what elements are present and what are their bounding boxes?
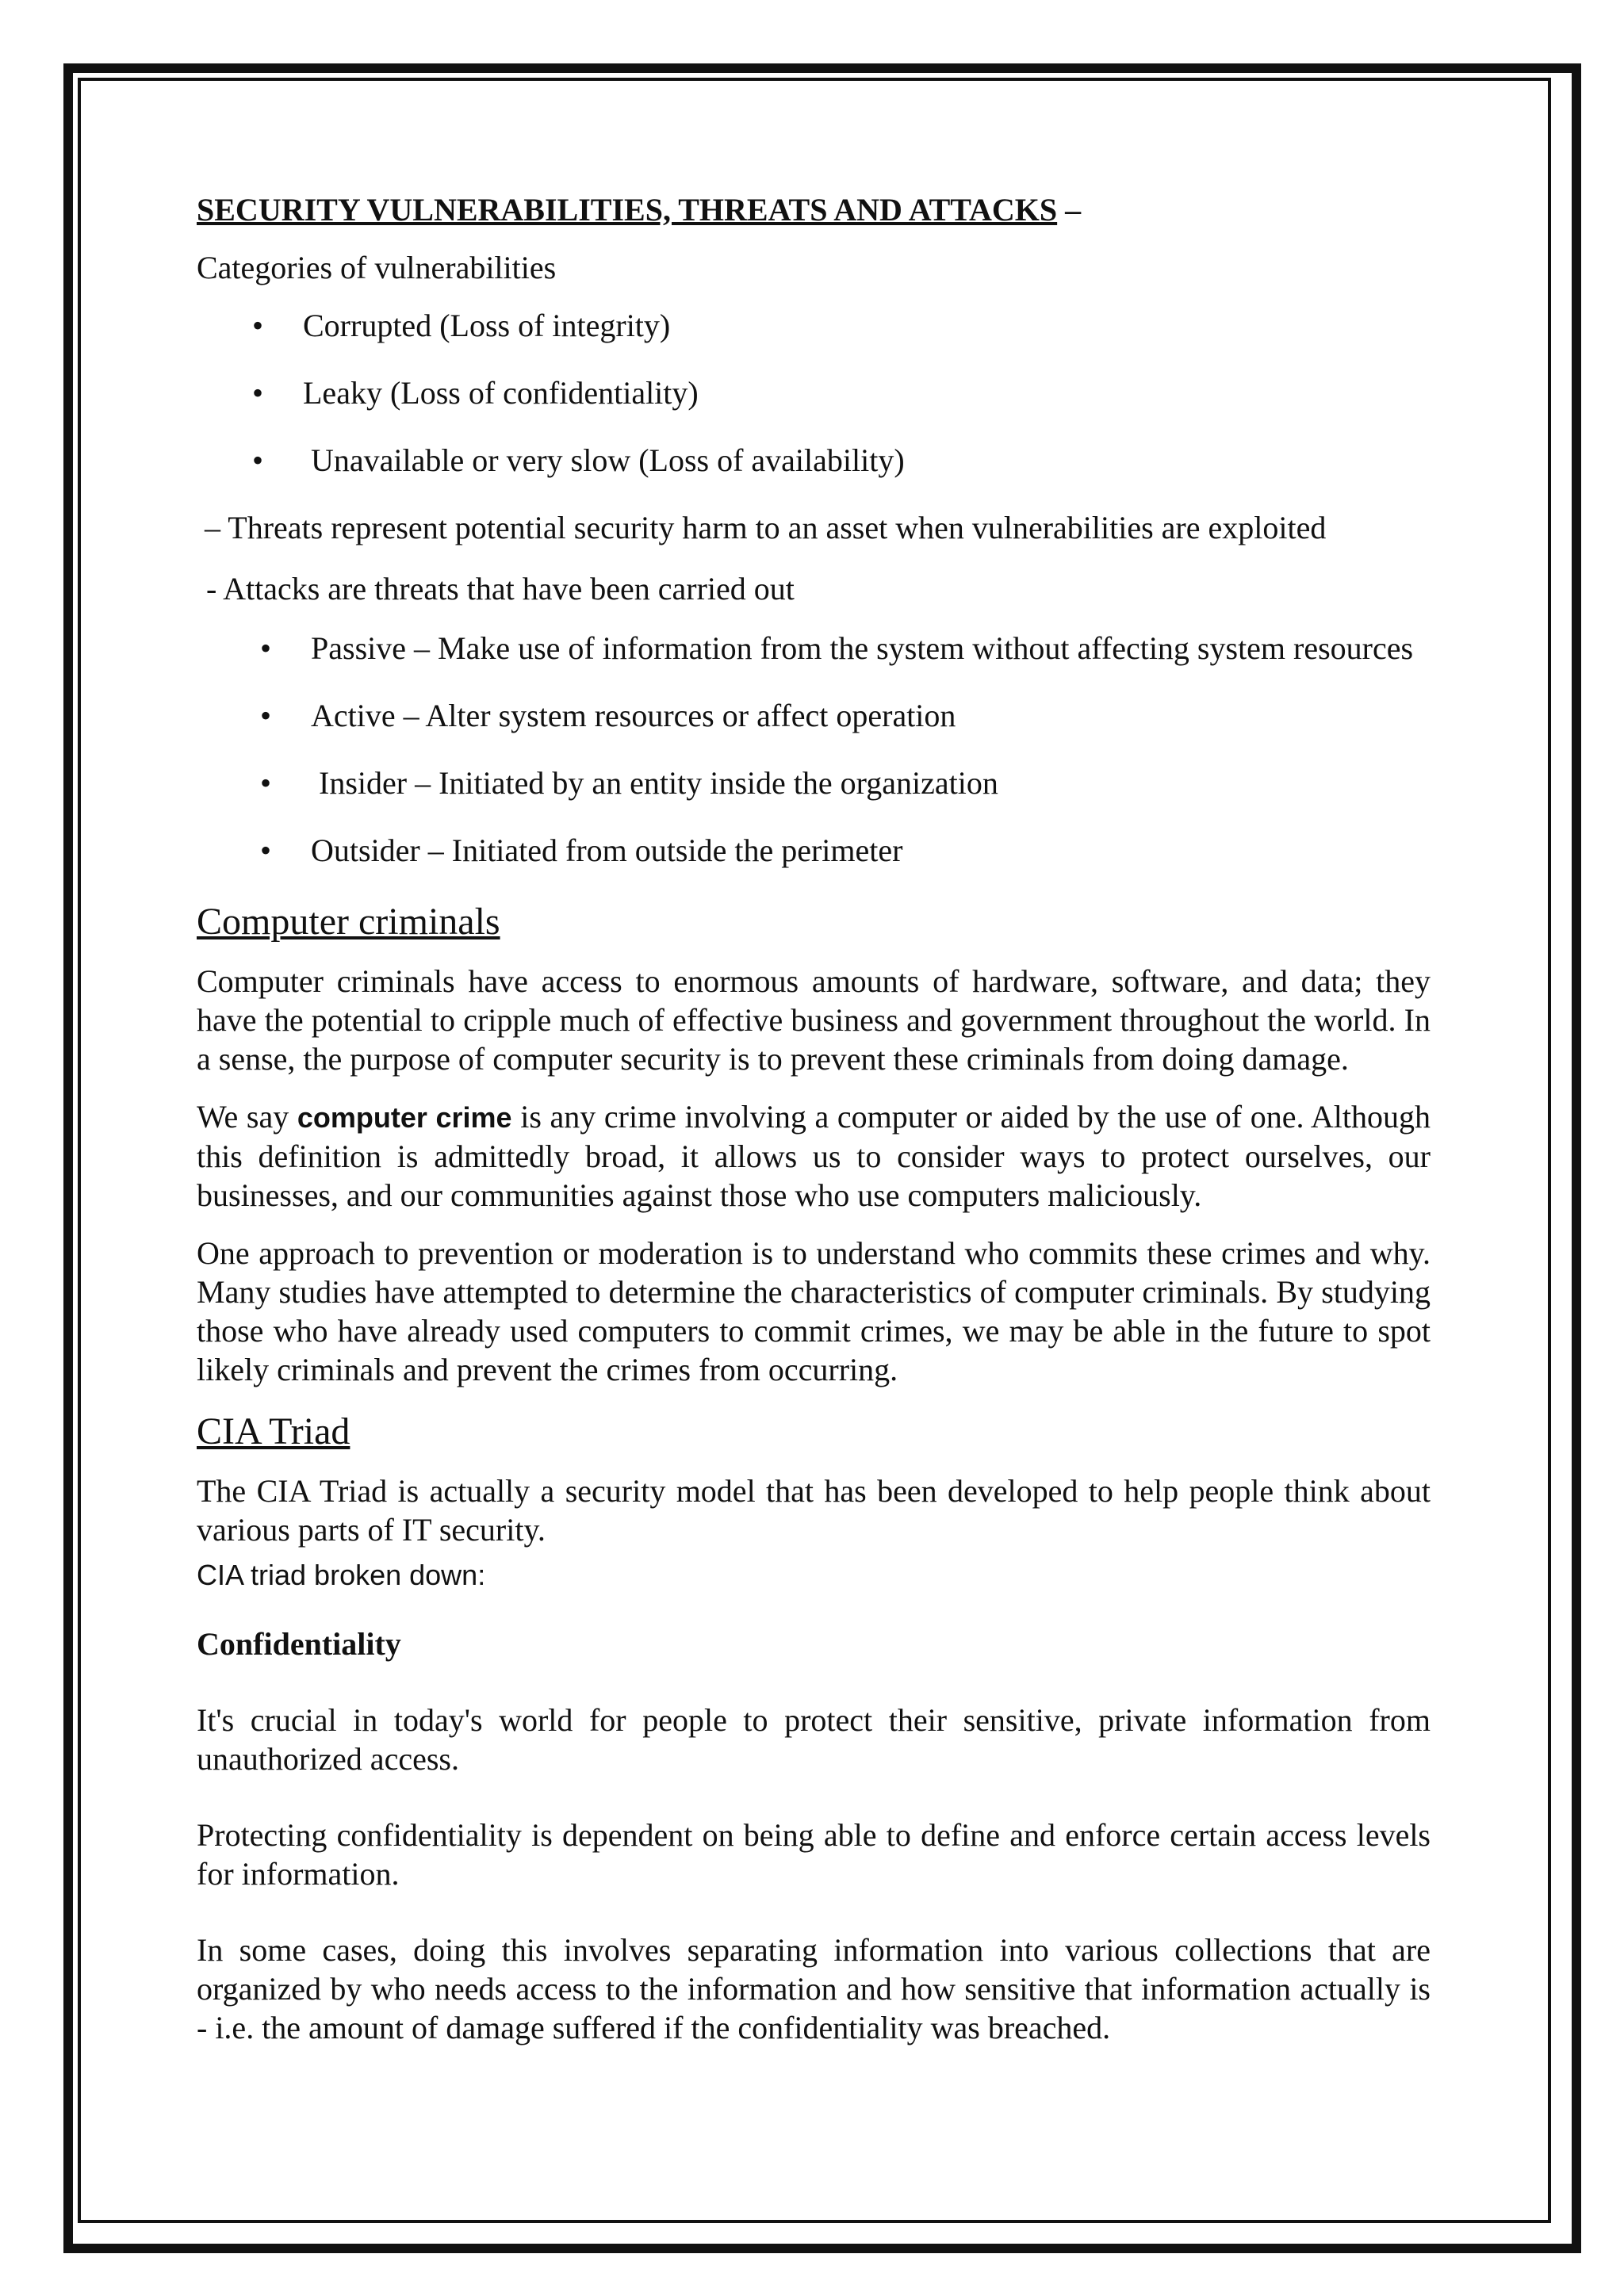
list-item (197, 763, 1431, 813)
paragraph (197, 1097, 1431, 1215)
bullet-icon: • (260, 698, 272, 733)
categories-label: Categories of vulnerabilities (197, 250, 557, 285)
bullet-icon: • (252, 375, 264, 411)
cia-breakdown-label: CIA triad broken down: (197, 1559, 486, 1591)
title-suffix: – (1057, 192, 1082, 228)
list-item (197, 629, 1431, 678)
list-item-text: Outsider – Initiated from outside the perimeter (311, 832, 903, 868)
bullet-icon: • (260, 832, 272, 868)
attacks-line: - Attacks are threats that have been carried out (206, 571, 795, 607)
paragraph: In some cases, doing this involves separating information into various collections that are organized by who needs access to the information and how sensitive that information actually is - i.e. the amount of damage suffered if the confidentiality was breached. (197, 1932, 1431, 2045)
list-item-text: Passive – Make use of information from the system without affecting system resources (311, 630, 1414, 666)
list-item-text: Leaky (Loss of confidentiality) (303, 375, 699, 411)
list-item-text: Unavailable or very slow (Loss of availability) (311, 442, 905, 478)
paragraph: One approach to prevention or moderation is to understand who commits these crimes and why. Many studies have attempted to determine the characteristics of computer criminals. By studying those who have already used computers to commit crimes, we may be able in the future to spot likely criminals and prevent the crimes from occurring. (197, 1235, 1431, 1387)
list-item-text: Insider – Initiated by an entity inside the organization (319, 765, 998, 801)
paragraph-text: We say (197, 1099, 297, 1135)
threats-line: – Threats represent potential security harm to an asset when vulnerabilities are exploited (205, 510, 1327, 545)
document-title (197, 190, 1431, 229)
list-item-text: Active – Alter system resources or affect operation (311, 698, 956, 733)
list-item (197, 306, 1431, 355)
list-item (197, 831, 1431, 880)
title-text: SECURITY VULNERABILITIES, THREATS AND ATTACKS (197, 192, 1058, 228)
paragraph: The CIA Triad is actually a security model that has been developed to help people think about various parts of IT security. (197, 1473, 1431, 1548)
subheading-confidentiality: Confidentiality (197, 1626, 401, 1662)
list-item (197, 696, 1431, 745)
list-item (197, 441, 1431, 490)
defined-term: computer crime (297, 1101, 512, 1134)
list-item (197, 373, 1431, 423)
list-item-text: Corrupted (Loss of integrity) (303, 308, 671, 343)
vulnerability-list (197, 306, 1431, 490)
bullet-icon: • (252, 308, 264, 343)
paragraph-text: is any crime involving a computer or aided by the use of one. Although this definition is admittedly broad, it allows us to consider ways to protect ourselves, our businesses, and our communities against those who use computers maliciously. (197, 1099, 1431, 1213)
section-heading-cia-triad: CIA Triad (197, 1410, 350, 1452)
paragraph: Protecting confidentiality is dependent on being able to define and enforce certain access levels for information. (197, 1817, 1431, 1892)
document-body (197, 190, 1431, 2066)
bullet-icon: • (260, 765, 272, 801)
section-heading-computer-criminals: Computer criminals (197, 901, 500, 943)
bullet-icon: • (252, 442, 264, 478)
attack-list (197, 629, 1431, 880)
paragraph: Computer criminals have access to enormous amounts of hardware, software, and data; they have the potential to cripple much of effective business and government throughout the world. In a sense, the purpose of computer security is to prevent these criminals from doing damage. (197, 963, 1431, 1077)
bullet-icon: • (260, 630, 272, 666)
paragraph: It's crucial in today's world for people to protect their sensitive, private information from unauthorized access. (197, 1702, 1431, 1777)
